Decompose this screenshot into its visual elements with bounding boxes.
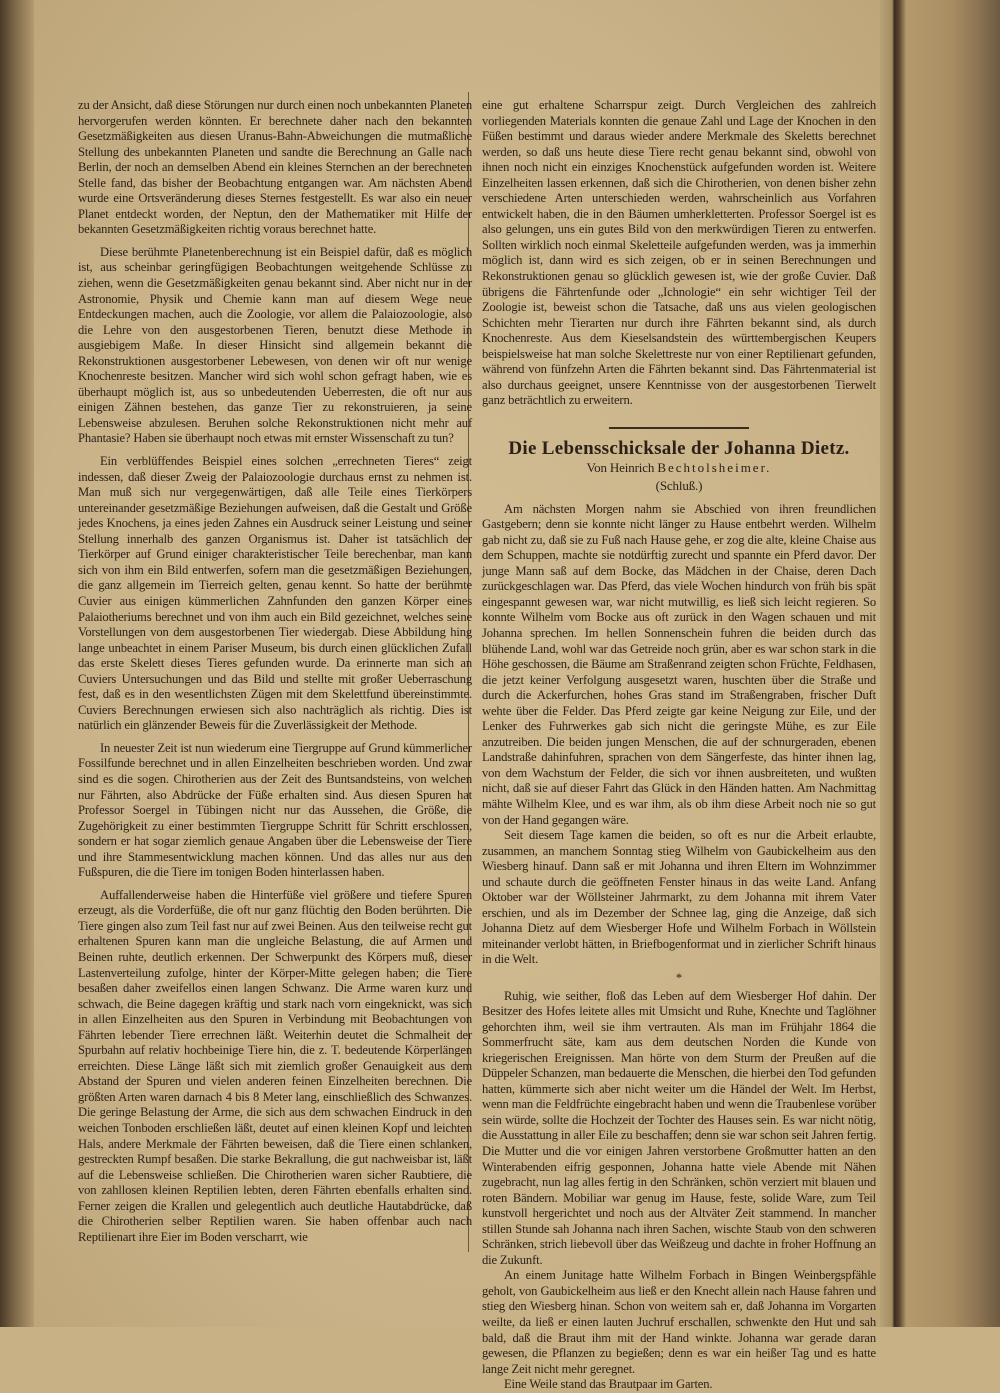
section-rule — [609, 427, 749, 429]
story-paragraph: An einem Junitage hatte Wilhelm Forbach in Bingen Weinbergspfähle geholt, von Gaubickelheim aus ließ er den Knecht allein nach Hause fahren und stieg den Wiesberg hinan. Schon von weitem sah er, daß Johanna im Vorgarten weilte, da ließ er einen lauten Juchruf erschallen, schwenkte den Hut und sah bald, daß die Braut ihm mit der Hand winkte. Johanna war gerade daran gewesen, die Pflanzen zu begießen; denn es war ein heißer Tag und es hatte lange Zeit nicht mehr geregnet. — [482, 1268, 876, 1376]
left-column-article — [78, 98, 472, 1245]
story-paragraph: Ruhig, wie seither, floß das Leben auf dem Wiesberger Hof dahin. Der Besitzer des Hofes leitete alles mit Umsicht und Ruhe, Knechte und Taglöhner gehorchten ihm, weil sie ihm vertrauten. Als man im Frühjahr 1864 die Sommerfrucht säte, kam aus dem deutschen Norden die Kunde von kriegerischen Ereignissen. Man hörte von dem Sturm der Preußen auf die Düppeler Schanzen, man bedauerte die Menschen, die hierbei den Tod gefunden hatten, kümmerte sich aber nicht weiter um die Händel der Welt. Im Herbst, wenn man die Feldfrüchte eingebracht haben und wenn die Traubenlese vorüber sein würde, sollte die Hochzeit der Tochter des Hauses sein. Es war nicht nötig, die Ausstattung in aller Eile zu beschaffen; denn sie war schon seit Jahren fertig. Die Mutter und die vor einigen Jahren verstorbene Großmutter hatten an den Winterabenden eifrig gesponnen, Johanna hatte viele Abende mit Nähen zugebracht, nun lag alles fertig in den Schränken, schön verziert mit blauen und roten Bändern. Mobiliar war genug im Hause, feste, solide Ware, zum Teil kunstvoll hergerichtet und noch aus der Altväter Zeit stammend. In mancher stillen Stunde sah Johanna nach ihren Sachen, wischte Staub von den schweren Schränken, strich liebevoll über das Weißzeug und dachte in froher Hoffnung an die Zukunft. — [482, 988, 876, 1267]
story-title: Die Lebensschicksale der Johanna Dietz. — [508, 437, 850, 459]
story-byline — [482, 460, 876, 476]
section-asterisk: * — [675, 970, 683, 985]
paragraph: zu der Ansicht, daß diese Störungen nur durch einen noch unbekannten Planeten hervorgerufen werden könnten. Er berechnete daher nach den bekannten Gesetzmäßigkeiten aus diesen Uranus-Bahn-Abweichungen die mutmaßliche Stellung des unbekannten Planeten und sandte die Berechnung an Galle nach Berlin, der noch an demselben Abend ein kleines Sternchen an der berechneten Stelle fand, das bisher der Beobachtung entgangen war. Am nächsten Abend wurde eine Ortsveränderung dieses Sternes festgestellt. Es war also ein neuer Planet entdeckt worden, der Neptun, den der Mathematiker mit Hilfe der bekannten Gesetzmäßigkeiten richtig voraus berechnet hatte. — [78, 98, 472, 237]
paragraph: Ein verblüffendes Beispiel eines solchen „errechneten Tieres“ zeigt indessen, daß dieser Zweig der Palaiozoologie durchaus ernst zu nehmen ist. Man muß sich nur vergegenwärtigen, daß alle Teile eines Tierkörpers untereinander gesetzmäßige Beziehungen aufweisen, daß die Gestalt und Größe jedes Knochens, ja eines jeden Zahnes ein Ausdruck seiner Leistung und seiner Stellung innerhalb des ganzen Organismus ist. Daher ist tatsächlich der Tierkörper auf Grund einiger charakteristischer Teile berechenbar, man kann sich von ihm ein Bild entwerfen, sofern man die gesetzmäßigen Beziehungen, die ganz allgemein im Tierreich gelten, genau kennt. So hatte der berühmte Cuvier aus einigen kümmerlichen Zahnfunden den ganzen Körper eines Palaiotheriums berechnet und von ihm auch ein Bild gezeichnet, welches seine Vorstellungen von dem ausgestorbenen Tier wiedergab. Diese Abbildung hing lange unbeachtet in einem Pariser Museum, bis durch einen glücklichen Zufall das erste Skelett dieses Tieres gefunden wurde. Da erinnerte man sich an Cuviers Untersuchungen und das Bild und stellte mit großer Ueberraschung fest, daß es in den wesentlichsten Zügen mit dem Skelettfund übereinstimmte. Cuviers Berechnungen erwiesen sich also nachträglich als richtig. Dies ist natürlich ein glänzender Beweis für die Zuverlässigkeit der Methode. — [78, 454, 472, 733]
story-paragraph: Eine Weile stand das Brautpaar im Garten. — [504, 1377, 713, 1392]
book-binding-shadow — [0, 0, 34, 1327]
paragraph: Auffallenderweise haben die Hinterfüße viel größere und tiefere Spuren erzeugt, als die Vorderfüße, die oft nur ganz flüchtig den Boden berührten. Die Tiere gingen also zum Teil fast nur auf zwei Beinen. Aus den teilweise recht gut erhaltenen Spuren kann man die ungleiche Belastung, die auf Armen und Beinen ruhte, deutlich erkennen. Der Schwerpunkt des Körpers muß, dieser Lastenverteilung zufolge, hinter der Körper-Mitte gelegen haben; die Tiere besaßen daher zweifellos einen langen Schwanz. Die Arme waren kurz und schwach, die Beine dagegen kräftig und stark nach vorn eingeknickt, was sich in allen Einzelheiten aus den Spuren in Verbindung mit Beobachtungen von Fährten lebender Tiere errechnen läßt. Weiterhin deutet die Schmalheit der Spurbahn auf relativ hochbeinige Tiere hin, die z. T. bedeutende Körperlängen erreichten. Diese Länge läßt sich mit ziemlich großer Genauigkeit aus dem Abstand der Spuren und vielen anderen feinen Einzelheiten berechnen. Die größten Arten waren darnach 4 bis 8 Meter lang, einschließlich des Schwanzes. Die geringe Belastung der Arme, die sich aus dem schwachen Eindruck in den weichen Tonboden erschließen läßt, deutet auf einen kleinen Kopf und leichten Hals, andere Merkmale der Fährten beweisen, daß die Tiere einen schlanken, gestreckten Rumpf besaßen. Die starke Bekrallung, die gut nachweisbar ist, läßt auf die Lebensweise schließen. Die Chirotherien waren sicher Raubtiere, die von zahllosen kleinen Reptilien lebten, deren Fährten ebenfalls erhalten sind. Ferner zeigen die Krallen und gelegentlich auch deutliche Hautabdrücke, daß die Chirotherien selber Reptilien waren. Sie haben offenbar auch nach Reptilienart ihre Eier im Boden verscharrt, wie — [78, 887, 472, 1244]
byline-prefix: Von Heinrich — [586, 460, 655, 476]
paragraph: Diese berühmte Planetenberechnung ist ein Beispiel dafür, daß es möglich ist, aus scheinbar geringfügigen Beobachtungen weitgehende Schlüsse zu ziehen, wenn die Gesetzmäßigkeiten genau bekannt sind. Aber nicht nur in der Astronomie, Physik und Chemie kann man auf diesem Wege neue Entdeckungen machen, auch die Zoologie, vor allem die Palaiozoologie, also die Lehre von den ausgestorbenen Tieren, benutzt diese Methode in ausgiebigem Maße. In dieser Hinsicht sind allgemein bekannt die Rekonstruktionen ausgestorbener Lebewesen, von denen wir oft nur wenige Knochenreste besitzen. Mancher wird sich wohl schon gefragt haben, wie es überhaupt möglich ist, aus so unbedeutenden Ueberresten, die oft nur aus einigen Zähnen bestehen, das ganze Tier zu rekonstruieren, ja seine Lebensweise abzulesen. Beruhen solche Rekonstruktionen nicht mehr auf Phantasie? Haben sie überhaupt noch etwas mit ernster Wissenschaft zu tun? — [78, 244, 472, 446]
page-edge — [880, 0, 1000, 1327]
story-paragraph: Am nächsten Morgen nahm sie Abschied von ihren freundlichen Gastgebern; denn sie konnte nicht länger zu Hause entbehrt werden. Wilhelm gab nicht zu, daß sie zu Fuß nach Hause gehe, er zog die alte, kleine Chaise aus dem Schuppen, machte sie notdürftig zurecht und spannte ein Pferd davor. Der junge Mann saß auf dem Bocke, das Mädchen in der Chaise, deren Dach zurückgeschlagen war. Das Pferd, das viele Wochen hindurch von früh bis spät eingespannt gewesen war, war nicht mutwillig, es ließ sich leicht regieren. So konnte Wilhelm vom Bocke aus oft zurück in den Wagen schauen und mit Johanna sprechen. Im hellen Sonnenschein fuhren die beiden durch das blühende Land, wohl war das Getreide noch grün, aber es war schon stark in die Höhe geschossen, die Bäume am Straßenrand zeigten schon Früchte, Feldhasen, die jetzt keiner Verfolgung ausgesetzt waren, huschten über die Straße und durch die Ackerfurchen, hohes Gras stand im Straßengraben, frischer Duft wehte über die Felder. Das Pferd zeigte gar keine Neigung zur Eile, und der Lenker des Fuhrwerkes gab sich nicht die geringste Mühe, es zur Eile anzutreiben. Die beiden jungen Menschen, die auf der schnurgeraden, ebenen Landstraße dahinfuhren, sprachen von dem Sängerfeste, das hinter ihnen lag, von dem Wachstum der Felder, die sich vor ihnen ausbreiteten, und wußten nicht, daß sie auf dieser Fahrt das Glück in den Händen hatten. Am Nachmittag mähte Wilhelm Klee, und es war ihm, als ob ihm diese Arbeit noch nie so gut von der Hand gegangen wäre. — [482, 501, 876, 827]
story-paragraph: Seit diesem Tage kamen die beiden, so oft es nur die Arbeit erlaubte, zusammen, an manchem Sonntag stieg Wilhelm von Gaubickelheim aus den Wiesberg hinauf. Dann saß er mit Johanna und ihren Eltern im Wohnzimmer und schaute durch die geöffneten Fenster hinaus in das weite Land. Anfang Oktober war der Wöllsteiner Jahrmarkt, zu dem Johanna mit ihrem Vater erschien, und als im Dezember der Schnee lag, ging die Anzeige, daß sich Johanna Dietz auf dem Wiesberger Hofe und Wilhelm Forbach in Wöllstein miteinander verlobt hätten, in Briefbogenformat und in zierlicher Schrift hinaus in die Welt. — [482, 828, 876, 967]
right-column — [482, 98, 876, 1393]
article-continuation: eine gut erhaltene Scharrspur zeigt. Durch Vergleichen des zahlreich vorliegenden Materials konnten die genaue Zahl und Lage der Knochen in den Füßen bestimmt und daraus wieder andere Merkmale des Skeletts berechnet werden, so daß uns heute diese Tiere recht genau bekannt sind, obwohl von ihnen noch nicht ein einziges Knochenstück aufgefunden worden ist. Weitere Einzelheiten lassen erkennen, daß sich die Chirotherien, von denen bisher zehn verschiedene Arten unterschieden werden, wahrscheinlich aus Vorfahren entwickelt haben, die in den Bäumen umherkletterten. Professor Soergel ist es also gelungen, uns ein gutes Bild von den merkwürdigen Tieren zu entwerfen. Sollten wirklich noch einmal Skeletteile aufgefunden werden, was ja immerhin möglich ist, dann wird es sich zeigen, ob er in seinen Berechnungen und Rekonstruktionen genau so glücklich gewesen ist, wie der große Cuvier. Daß übrigens die Fährtenfunde oder „Ichnologie“ ein sehr wichtiger Teil der Zoologie ist, beweist schon die Tatsache, daß uns aus vielen geologischen Schichten mehr Tierarten nur durch ihre Fährten bekannt sind, als durch Knochenreste. Aus dem Kieselsandstein des württembergischen Keupers beispielsweise hat man solche Skelettreste nur von einer Reptilienart gefunden, während von fünfzehn Arten die Fährten bekannt sind. Das Fährtenmaterial ist also durchaus geeignet, unsere Kenntnisse von der ausgestorbenen Tierwelt ganz beträchtlich zu erweitern. — [482, 98, 876, 408]
story-subtitle: (Schluß.) — [655, 478, 703, 494]
author-name: Bechtolsheimer. — [657, 460, 772, 476]
paragraph: In neuester Zeit ist nun wiederum eine Tiergruppe auf Grund kümmerlicher Fossilfunde berechnet und in allen Einzelheiten beschrieben worden. Und zwar sind es die sogen. Chirotherien aus der Zeit des Buntsandsteins, von welchen nur Fährten, also Abdrücke der Füße erhalten sind. Aus diesen Spuren hat Professor Soergel in Tübingen nicht nur das Aussehen, die Größe, die Zugehörigkeit zu einer bestimmten Tiergruppe Schritt für Schritt erschlossen, sondern er hat sogar ziemlich genaue Angaben über die Lebensweise der Tiere und ihre Stammesentwicklung machen können. Und das alles nur aus den Fußspuren, die die Tiere im tonigen Boden hinterlassen haben. — [78, 740, 472, 880]
